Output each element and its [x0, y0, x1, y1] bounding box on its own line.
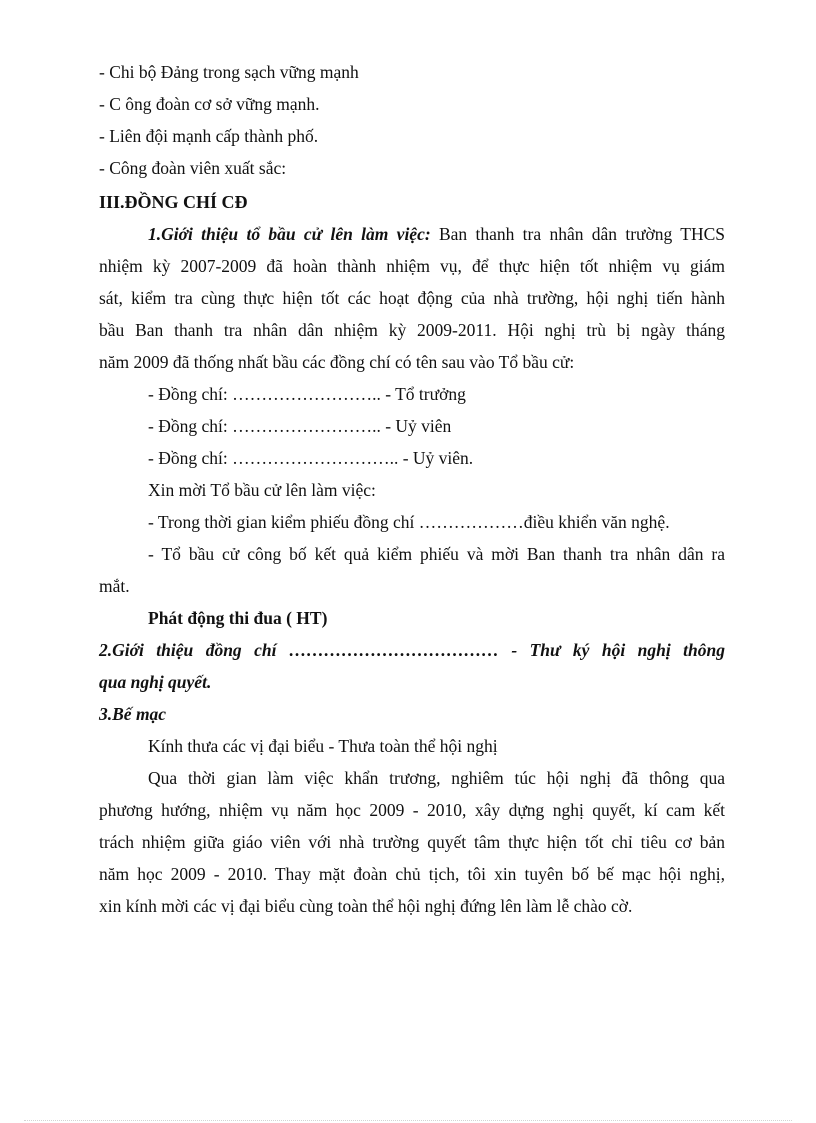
- bullet-4: - Công đoàn viên xuất sắc:: [99, 158, 287, 178]
- item-3-line-3: trách nhiệm giữa giáo viên với nhà trường quyết tâm thực hiện tốt chỉ tiêu cơ bản: [99, 832, 725, 852]
- item-1-line-4-a: bầu Ban thanh tra nhân dân nhiệm kỳ 2009-2011. Hội nghị trù bị ngày: [99, 320, 676, 340]
- item-1-line-4-b: tháng: [686, 320, 725, 340]
- item-1-line-1: [148, 223, 725, 245]
- section-3-heading: III.ĐỒNG CHÍ CĐ: [99, 192, 248, 212]
- member-3: - Đồng chí: ……………………….. - Uỷ viên.: [148, 448, 474, 468]
- item-1-line-4: [99, 319, 725, 341]
- item-2-line-1: 2.Giới thiệu đồng chí ……………………………… - Thư ký hội nghị thông: [99, 640, 725, 660]
- page-bottom-rule: [24, 1120, 792, 1121]
- duty-2-line-1: - Tổ bầu cử công bố kết quả kiểm phiếu và mời Ban thanh tra nhân dân ra: [148, 544, 725, 564]
- bullet-1: - Chi bộ Đảng trong sạch vững mạnh: [99, 62, 359, 82]
- item-1-line-2: nhiệm kỳ 2007-2009 đã hoàn thành nhiệm vụ, để thực hiện tốt nhiệm vụ giám: [99, 256, 725, 276]
- item-1-title: 1.Giới thiệu tổ bầu cử lên làm việc:: [148, 224, 431, 244]
- item-1-line-5: năm 2009 đã thống nhất bầu các đồng chí có tên sau vào Tổ bầu cử:: [99, 352, 575, 372]
- invite-line: Xin mời Tổ bầu cử lên làm việc:: [148, 480, 376, 500]
- item-3-line-1: Qua thời gian làm việc khẩn trương, nghiêm túc hội nghị đã thông qua: [148, 768, 725, 788]
- member-2: - Đồng chí: …………………….. - Uỷ viên: [148, 416, 452, 436]
- emulation-heading: Phát động thi đua ( HT): [148, 608, 328, 628]
- item-3-line-5: xin kính mời các vị đại biểu cùng toàn thể hội nghị đứng lên làm lễ chào cờ.: [99, 896, 633, 916]
- duty-2-line-2: mắt.: [99, 576, 130, 596]
- bullet-3: - Liên đội mạnh cấp thành phố.: [99, 126, 319, 146]
- item-2-line-2: qua nghị quyết.: [99, 672, 212, 692]
- item-3-line-4: năm học 2009 - 2010. Thay mặt đoàn chủ tịch, tôi xin tuyên bố bế mạc hội nghị,: [99, 864, 725, 884]
- item-3-title: 3.Bế mạc: [99, 704, 167, 724]
- bullet-2: - C ông đoàn cơ sở vững mạnh.: [99, 94, 320, 114]
- item-3-line-2: phương hướng, nhiệm vụ năm học 2009 - 2010, xây dựng nghị quyết, kí cam kết: [99, 800, 725, 820]
- item-3-greeting: Kính thưa các vị đại biểu - Thưa toàn thể hội nghị: [148, 736, 498, 756]
- duty-1: - Trong thời gian kiểm phiếu đồng chí ………………điều khiển văn nghệ.: [148, 512, 670, 532]
- item-1-line-1-rest: Ban thanh tra nhân dân trường THCS: [430, 224, 726, 244]
- item-1-line-3: sát, kiểm tra cùng thực hiện tốt các hoạt động của nhà trường, hội nghị tiến hành: [99, 288, 725, 308]
- member-1: - Đồng chí: …………………….. - Tổ trưởng: [148, 384, 466, 404]
